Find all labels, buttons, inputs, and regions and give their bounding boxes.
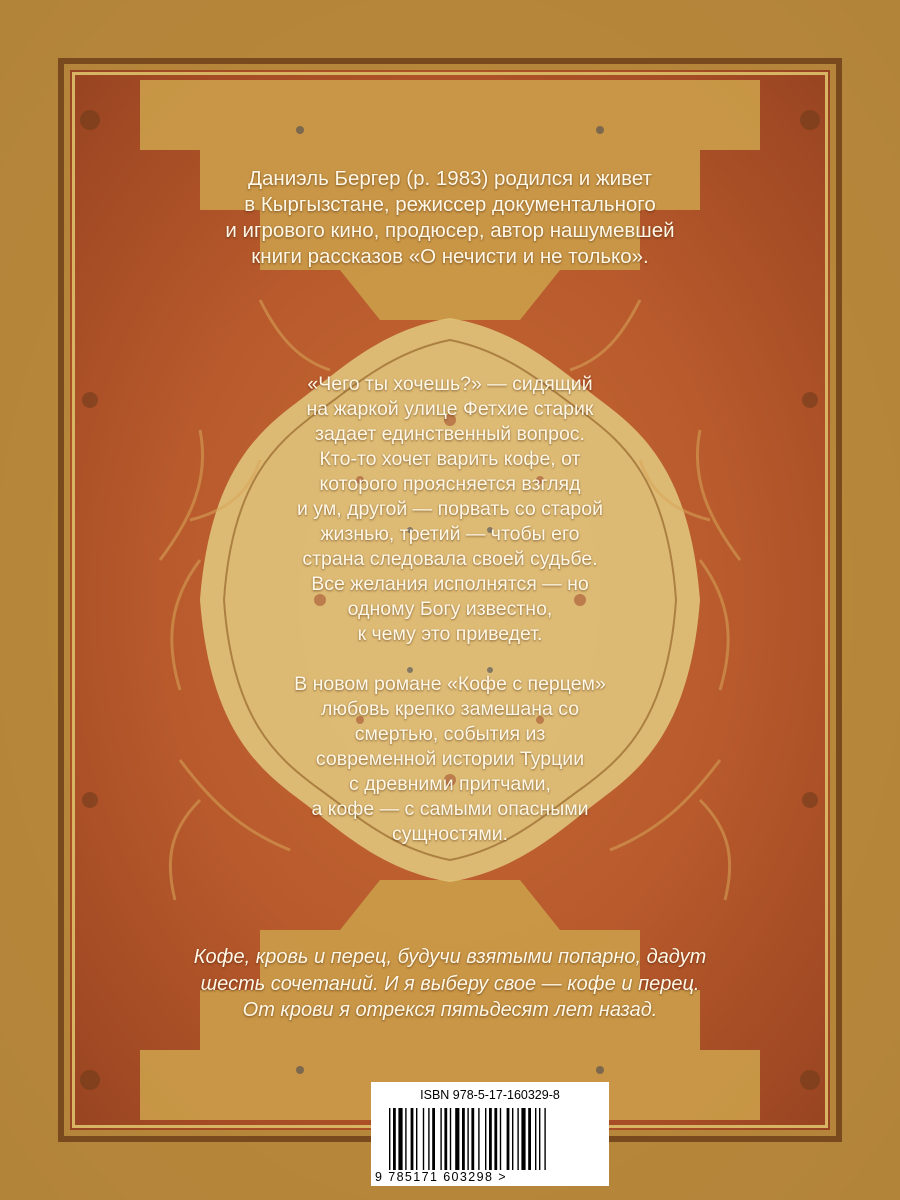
desc-line: любовь крепко замешана со: [320, 698, 580, 720]
barcode-box: [371, 1082, 609, 1186]
desc-line: Все желания исполнятся — но: [311, 573, 589, 595]
desc-line: В новом романе «Кофе с перцем»: [294, 673, 606, 695]
desc-line: смертью, события из: [354, 723, 546, 745]
desc-line: Кто-то хочет варить кофе, от: [319, 448, 581, 470]
bio-line: в Кыргызстане, режиссер документального: [244, 193, 656, 216]
desc-line: которого проясняется взгляд: [319, 473, 581, 495]
bio-line: Даниэль Бергер (р. 1983) родился и живет: [248, 167, 652, 190]
author-bio: [150, 166, 750, 270]
desc-line: к чему это приведет.: [357, 623, 543, 645]
quote-line: Кофе, кровь и перец, будучи взятыми попарно, дадут: [193, 946, 707, 968]
desc-line: и ум, другой — порвать со старой: [296, 498, 604, 520]
book-description: [220, 372, 680, 872]
isbn-label: ISBN 978-5-17-160329-8: [420, 1088, 560, 1102]
description-paragraph-1: [220, 372, 680, 647]
desc-line: страна следовала своей судьбе.: [302, 548, 598, 570]
desc-line: с древними притчами,: [349, 773, 551, 795]
bio-line: книги рассказов «О нечисти и не только».: [251, 245, 649, 268]
quote-line: шесть сочетаний. И я выберу свое — кофе и перец.: [200, 972, 700, 995]
quote-line: От крови я отрекся пятьдесят лет назад.: [242, 999, 658, 1021]
desc-line: сущностями.: [391, 823, 509, 845]
desc-line: а кофе — с самыми опасными: [311, 798, 589, 820]
desc-line: на жаркой улице Фетхие старик: [306, 398, 594, 420]
desc-line: одному Богу известно,: [347, 598, 553, 620]
barcode-bars: [389, 1108, 599, 1170]
bio-line: и игрового кино, продюсер, автор нашумевшей: [225, 219, 675, 242]
barcode-digits: 9 785171 603298 >: [375, 1170, 507, 1184]
desc-line: «Чего ты хочешь?» — сидящий: [307, 373, 593, 395]
desc-line: современной истории Турции: [315, 748, 585, 770]
desc-line: задает единственный вопрос.: [315, 423, 585, 445]
book-quote: [100, 944, 800, 1024]
description-paragraph-2: [220, 672, 680, 847]
desc-line: жизнью, третий — чтобы его: [320, 523, 580, 545]
